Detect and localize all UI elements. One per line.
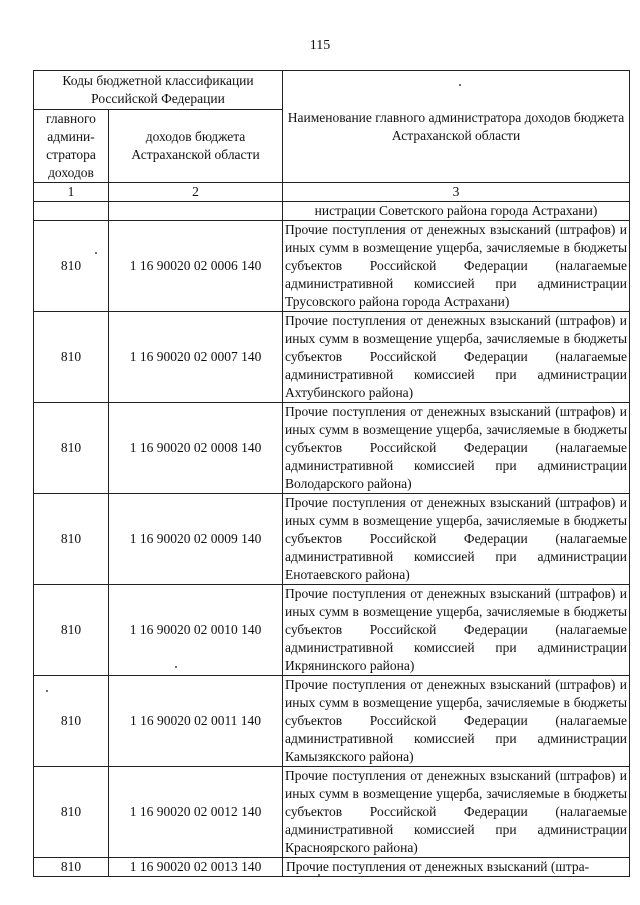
income-description: Прочие поступления от денежных взысканий (штрафов) и иных сумм в возмещение ущерба, зачисляемые в бюджеты субъектов Российской Федерации (налагаемые административной комиссией при администрации Володарского района) <box>283 403 630 494</box>
table-row <box>34 676 630 767</box>
table-row <box>34 767 630 858</box>
page-number: 115 <box>309 38 331 53</box>
income-code: 1 16 90020 02 0011 140 <box>109 676 283 767</box>
admin-code: 810 <box>34 858 109 877</box>
income-code: 1 16 90020 02 0007 140 <box>109 312 283 403</box>
column-number-3: 3 <box>283 183 630 202</box>
column-number-2: 2 <box>109 183 283 202</box>
scan-speck <box>175 666 177 668</box>
table-row <box>34 494 630 585</box>
continuation-text: нистрации Советского района города Астрахани) <box>283 202 630 221</box>
table-row <box>34 312 630 403</box>
budget-classification-table <box>33 70 630 877</box>
scan-speck <box>46 690 48 692</box>
income-code: 1 16 90020 02 0009 140 <box>109 494 283 585</box>
table-row <box>34 858 630 877</box>
table-row <box>34 585 630 676</box>
codes-group-header: Коды бюджетной классификации Российской Федерации <box>34 71 283 110</box>
income-code: 1 16 90020 02 0013 140 <box>109 858 283 877</box>
admin-code: 810 <box>34 676 109 767</box>
continuation-row <box>34 202 630 221</box>
admin-code: 810 <box>34 403 109 494</box>
scan-speck <box>318 874 320 876</box>
table-row <box>34 221 630 312</box>
column-number-1: 1 <box>34 183 109 202</box>
column-number-row <box>34 183 630 202</box>
scan-speck <box>459 84 461 86</box>
chief-admin-header: главного админи- стратора доходов <box>34 110 109 183</box>
income-description: Прочие поступления от денежных взысканий (штрафов) и иных сумм в возмещение ущерба, зачисляемые в бюджеты субъектов Российской Федерации (налагаемые административной комиссией при администрации Трусовского района города Астрахани) <box>283 221 630 312</box>
income-code: 1 16 90020 02 0012 140 <box>109 767 283 858</box>
income-code: 1 16 90020 02 0008 140 <box>109 403 283 494</box>
scan-speck <box>95 252 97 254</box>
income-description: Прочие поступления от денежных взысканий (штрафов) и иных сумм в возмещение ущерба, зачисляемые в бюджеты субъектов Российской Федерации (налагаемые административной комиссией при администрации Енотаевского района) <box>283 494 630 585</box>
admin-code: 810 <box>34 221 109 312</box>
admin-code: 810 <box>34 494 109 585</box>
admin-code: 810 <box>34 585 109 676</box>
admin-code: 810 <box>34 312 109 403</box>
income-code-header: доходов бюджета Астраханской области <box>109 110 283 183</box>
income-description: Прочие поступления от денежных взысканий (штрафов) и иных сумм в возмещение ущерба, зачисляемые в бюджеты субъектов Российской Федерации (налагаемые административной комиссией при администрации Камызякского района) <box>283 676 630 767</box>
income-description: Прочие поступления от денежных взысканий (штрафов) и иных сумм в возмещение ущерба, зачисляемые в бюджеты субъектов Российской Федерации (налагаемые административной комиссией при администрации Красноярского района) <box>283 767 630 858</box>
income-code: 1 16 90020 02 0006 140 <box>109 221 283 312</box>
admin-code: 810 <box>34 767 109 858</box>
income-description: Прочие поступления от денежных взысканий (штрафов) и иных сумм в возмещение ущерба, зачисляемые в бюджеты субъектов Российской Федерации (налагаемые административной комиссией при администрации Ахтубинского района) <box>283 312 630 403</box>
admin-name-header: Наименование главного администратора доходов бюджета Астраханской области <box>283 71 630 183</box>
income-description: Прочие поступления от денежных взысканий (штрафов) и иных сумм в возмещение ущерба, зачисляемые в бюджеты субъектов Российской Федерации (налагаемые административной комиссией при администрации Икрянинского района) <box>283 585 630 676</box>
income-code: 1 16 90020 02 0010 140 <box>109 585 283 676</box>
table-row <box>34 403 630 494</box>
income-description: Прочие поступления от денежных взысканий (штра- <box>283 858 630 877</box>
